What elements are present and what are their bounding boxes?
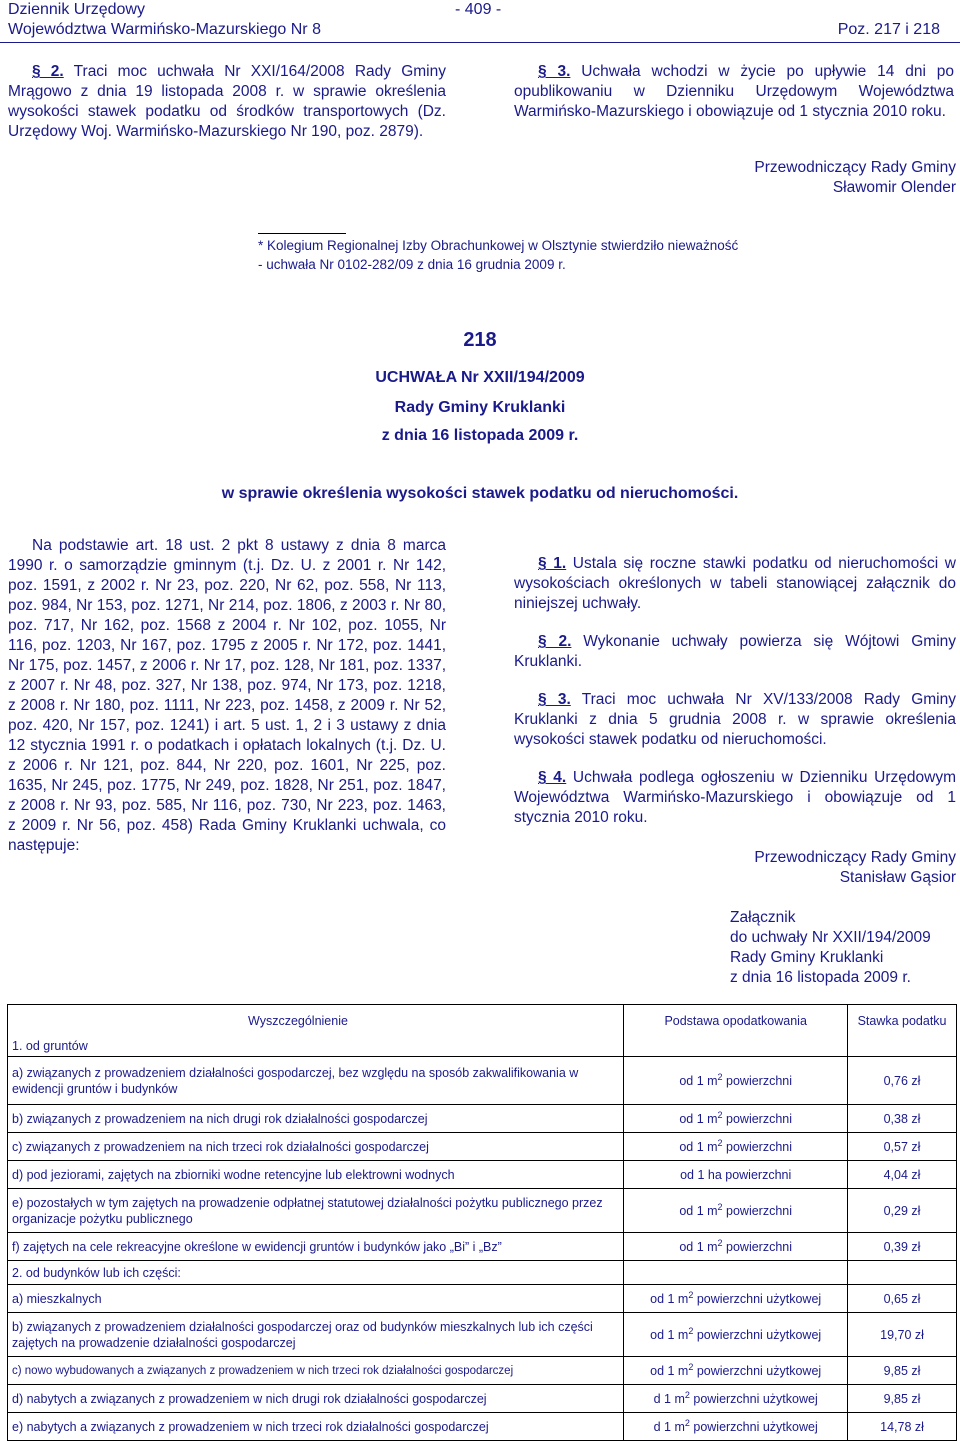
row-basis: od 1 $m^2$ powierzchni xyxy=(624,1057,848,1105)
table-row xyxy=(8,1385,957,1413)
document-number: 218 xyxy=(463,329,497,351)
row-description: b) związanych z prowadzeniem działalności gospodarczej oraz od budynków mieszkalnych lub ich części zajętych na prowadzenie działalności gospodarczej xyxy=(8,1313,624,1357)
prev-paragraph-3 xyxy=(514,62,954,122)
attachment-label xyxy=(730,908,956,988)
paragraph-2 xyxy=(514,632,956,672)
signature-name: Stanisław Gąsior xyxy=(839,869,956,886)
table-row xyxy=(8,1285,957,1313)
row-basis: od 1 ha powierzchni xyxy=(624,1161,848,1189)
page-number: - 409 - xyxy=(455,1,502,18)
voivodeship-name: Województwa Warmińsko-Mazurskiego Nr 8 xyxy=(8,21,321,38)
document-subject: w sprawie określenia wysokości stawek podatku od nieruchomości. xyxy=(221,485,739,502)
table-row xyxy=(8,1233,957,1261)
table-row xyxy=(8,1189,957,1233)
page-header-left xyxy=(8,0,321,40)
paragraph-text: Ustala się roczne stawki podatku od nieruchomości w wysokościach określonych w tabeli stanowiącej załącznik do niniejszej uchwały. xyxy=(514,555,956,612)
paragraph-text: Uchwała podlega ogłoszeniu w Dzienniku Urzędowym Województwa Warmińsko-Mazurskiego i obowiązuje od 1 stycznia 2010 roku. xyxy=(514,769,956,826)
row-description: e) pozostałych w tym zajętych na prowadzenie odpłatnej statutowej działalności pożytku publicznego przez organizacje pożytku publicznego xyxy=(8,1189,624,1233)
table-header-row xyxy=(8,1005,957,1057)
row-rate: 4,04 zł xyxy=(848,1161,957,1189)
row-rate: 0,65 zł xyxy=(848,1285,957,1313)
paragraph-number: § 3. xyxy=(538,691,571,708)
document-issuer: Rady Gminy Kruklanki xyxy=(394,399,566,416)
row-basis: od 1 $m^2$ powierzchni xyxy=(624,1105,848,1133)
table-row xyxy=(8,1161,957,1189)
paragraph-text: Traci moc uchwała Nr XV/133/2008 Rady Gminy Kruklanki z dnia 5 grudnia 2008 r. w sprawie określenia wysokości stawek podatku od nieruchomości. xyxy=(514,691,956,748)
row-basis: od 1 $m^2$ powierzchni xyxy=(624,1133,848,1161)
attachment-line: do uchwały Nr XXII/194/2009 xyxy=(730,929,931,946)
column-header: Podstawa opodatkowania xyxy=(624,1005,848,1057)
row-description: b) związanych z prowadzeniem na nich drugi rok działalności gospodarczej xyxy=(8,1105,624,1133)
paragraph-text: Traci moc uchwała Nr XXI/164/2008 Rady Gminy Mrągowo z dnia 19 listopada 2008 r. w sprawie określenia wysokości stawek podatku od środków transportowych (Dz. Urzędowy Woj. Warmińsko-Mazurskiego Nr 190, poz. 2879). xyxy=(8,63,446,140)
group-label: 2. od budynków lub ich części: xyxy=(8,1261,624,1285)
footnote-line: * Kolegium Regionalnej Izby Obrachunkowej w Olsztynie stwierdziło nieważność xyxy=(258,238,739,253)
table-row xyxy=(8,1357,957,1385)
table-row xyxy=(8,1313,957,1357)
row-description: c) związanych z prowadzeniem na nich trzeci rok działalności gospodarczej xyxy=(8,1133,624,1161)
row-rate: 9,85 zł xyxy=(848,1385,957,1413)
paragraph-text: Wykonanie uchwały powierza się Wójtowi Gminy Kruklanki. xyxy=(514,633,957,670)
row-rate: 9,85 zł xyxy=(848,1357,957,1385)
footnote-divider xyxy=(258,233,346,234)
row-basis: d 1 $m^2$ powierzchni użytkowej xyxy=(624,1413,848,1441)
table-cell xyxy=(624,1261,848,1285)
table-group-row xyxy=(8,1261,957,1285)
signature-title: Przewodniczący Rady Gminy xyxy=(754,159,956,176)
row-description: a) mieszkalnych xyxy=(8,1285,624,1313)
preamble: Na podstawie art. 18 ust. 2 pkt 8 ustawy z dnia 8 marca 1990 r. o samorządzie gminnym (t.j. Dz. U. z 2001 r. Nr 142, poz. 1591, z 2002 r. Nr 23, poz. 220, Nr 62, poz. 558, Nr 113, poz. 984, Nr 153, poz. 1271, Nr 214, poz. 1806, z 2003 r. Nr 80, poz. 717, Nr 162, poz. 1568 z 2004 r. Nr 102, poz. 1055, Nr 116, poz. 1203, Nr 167, poz. 1795 z 2005 r. Nr 172, poz. 1441, Nr 175, poz. 1457, z 2006 r. Nr 17, poz. 128, Nr 181, poz. 1337, z 2007 r. Nr 48, poz. 327, Nr 138, poz. 974, Nr 173, poz. 1218, z 2008 r. Nr 180, poz. 1111, Nr 223, poz. 1458, z 2009 r. Nr 52, poz. 420, Nr 157, poz. 1241) i art. 5 ust. 1, 2 i 3 ustawy z dnia 12 stycznia 1991 r. o podatkach i opłatach lokalnych (t.j. Dz. U. z 2006 r. Nr 121, poz. 844, Nr 220, poz. 1601, Nr 225, poz. 1635, Nr 245, poz. 1775, Nr 249, poz. 1828, Nr 251, poz. 1847, z 2008 r. Nr 93, poz. 585, Nr 116, poz. 730, Nr 223, poz. 1463, z 2009 r. Nr 56, poz. 458) Rada Gminy Kruklanki uchwala, co następuje: xyxy=(8,537,446,854)
table-row xyxy=(8,1057,957,1105)
row-basis: od 1 $m^2$ powierzchni xyxy=(624,1233,848,1261)
row-description: d) pod jeziorami, zajętych na zbiorniki wodne retencyjne lub elektrowni wodnych xyxy=(8,1161,624,1189)
row-rate: 0,57 zł xyxy=(848,1133,957,1161)
attachment-line: Rady Gminy Kruklanki xyxy=(730,949,884,966)
row-rate: 19,70 zł xyxy=(848,1313,957,1357)
document-title: UCHWAŁA Nr XXII/194/2009 xyxy=(375,369,585,386)
journal-name: Dziennik Urzędowy xyxy=(8,1,145,18)
row-rate: 0,39 zł xyxy=(848,1233,957,1261)
row-basis: od 1 $m^2$ powierzchni użytkowej xyxy=(624,1285,848,1313)
tax-rate-table xyxy=(7,1004,957,1441)
paragraph-4 xyxy=(514,768,956,828)
row-rate: 0,76 zł xyxy=(848,1057,957,1105)
prev-paragraph-2 xyxy=(8,62,446,142)
document-date: z dnia 16 listopada 2009 r. xyxy=(381,427,579,444)
signature-title: Przewodniczący Rady Gminy xyxy=(754,849,956,866)
table-cell xyxy=(8,1005,624,1057)
column-header: Wyszczególnienie xyxy=(248,1014,348,1028)
position-number: Poz. 217 i 218 xyxy=(837,21,940,38)
row-basis: od 1 $m^2$ powierzchni użytkowej xyxy=(624,1313,848,1357)
table-row xyxy=(8,1413,957,1441)
row-basis: d 1 $m^2$ powierzchni użytkowej xyxy=(624,1385,848,1413)
footnote xyxy=(258,236,738,274)
table-row xyxy=(8,1105,957,1133)
paragraph-1 xyxy=(514,554,956,614)
attachment-line: Załącznik xyxy=(730,909,796,926)
footnote-line: - uchwała Nr 0102-282/09 z dnia 16 grudnia 2009 r. xyxy=(258,257,566,272)
paragraph-text: Uchwała wchodzi w życie po upływie 14 dni po opublikowaniu w Dzienniku Urzędowym Województwa Warmińsko-Mazurskiego i obowiązuje od 1 stycznia 2010 roku. xyxy=(514,63,954,120)
signature-name: Sławomir Olender xyxy=(832,179,956,196)
row-description: a) związanych z prowadzeniem działalności gospodarczej, bez względu na sposób zakwalifikowania w ewidencji gruntów i budynków xyxy=(8,1057,624,1105)
table-cell xyxy=(848,1261,957,1285)
header-divider xyxy=(0,42,960,43)
row-description: d) nabytych a związanych z prowadzeniem w nich drugi rok działalności gospodarczej xyxy=(8,1385,624,1413)
row-basis: od 1 $m^2$ powierzchni użytkowej xyxy=(624,1357,848,1385)
row-rate: 0,38 zł xyxy=(848,1105,957,1133)
row-description: f) zajętych na cele rekreacyjne określone w ewidencji gruntów i budynków jako „Bi” i „Bz” xyxy=(8,1233,624,1261)
paragraph-number: § 3. xyxy=(538,63,571,80)
paragraph-number: § 2. xyxy=(32,63,64,80)
row-basis: od 1 $m^2$ powierzchni xyxy=(624,1189,848,1233)
row-description: c) nowo wybudowanych a związanych z prowadzeniem w nich trzeci rok działalności gospodarczej xyxy=(8,1357,624,1385)
paragraph-number: § 1. xyxy=(538,555,567,572)
paragraph-number: § 4. xyxy=(538,769,567,786)
column-header: Stawka podatku xyxy=(848,1005,957,1057)
attachment-line: z dnia 16 listopada 2009 r. xyxy=(730,969,911,986)
paragraph-number: § 2. xyxy=(538,633,572,650)
signature xyxy=(514,848,956,888)
prev-signature xyxy=(514,158,956,198)
row-description: e) nabytych a związanych z prowadzeniem w nich trzeci rok działalności gospodarczej xyxy=(8,1413,624,1441)
table-row xyxy=(8,1133,957,1161)
row-rate: 14,78 zł xyxy=(848,1413,957,1441)
row-rate: 0,29 zł xyxy=(848,1189,957,1233)
group-label: 1. od gruntów xyxy=(12,1039,88,1053)
paragraph-3 xyxy=(514,690,956,750)
